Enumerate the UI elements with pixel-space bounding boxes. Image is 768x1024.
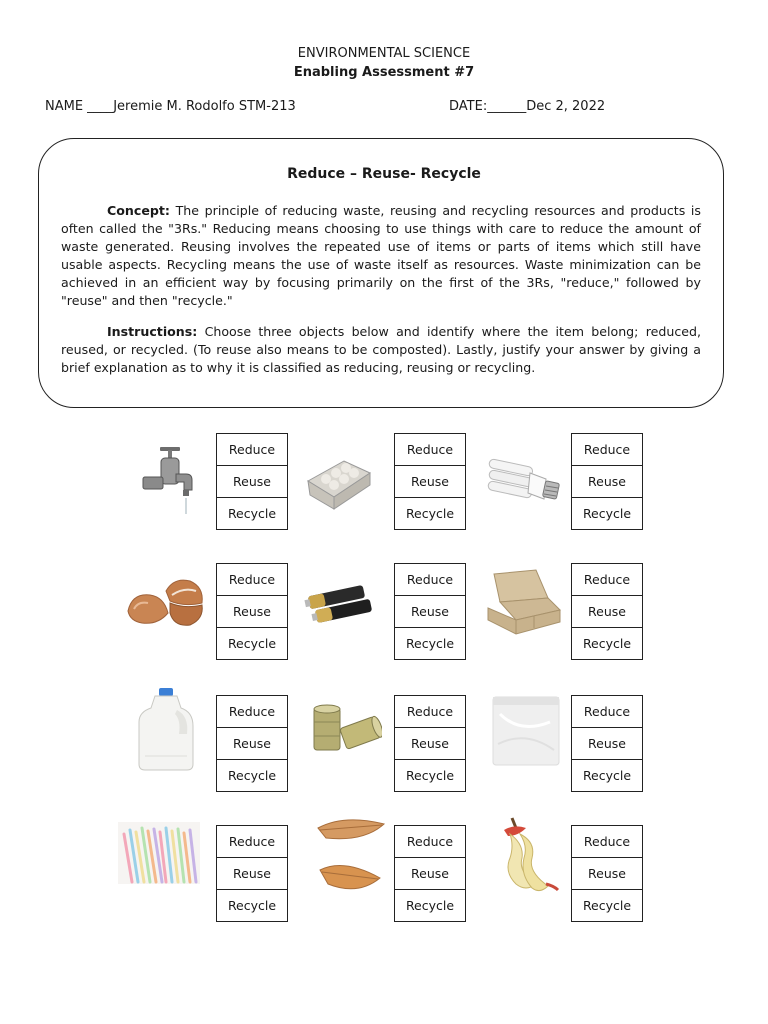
reduce-option[interactable]: Reduce <box>395 434 465 466</box>
recycle-option[interactable]: Recycle <box>405 768 455 783</box>
food-container-icon <box>486 568 564 640</box>
option-box-5 <box>394 563 466 660</box>
subject-heading: ENVIRONMENTAL SCIENCE <box>297 46 471 61</box>
recycle-option[interactable]: Recycle <box>405 506 455 521</box>
concept-paragraph <box>61 202 701 309</box>
recycle-option[interactable]: Recycle <box>227 506 277 521</box>
assessment-title: Enabling Assessment #7 <box>293 65 475 80</box>
eggshells-icon <box>124 573 208 631</box>
name-line <box>45 99 296 114</box>
reduce-option[interactable]: Reduce <box>217 564 287 596</box>
reduce-option[interactable]: Reduce <box>217 434 287 466</box>
recycle-option[interactable]: Recycle <box>582 768 632 783</box>
instructions-label: Instructions: <box>107 324 198 339</box>
reduce-option[interactable]: Reduce <box>572 826 642 858</box>
date-label: DATE: <box>449 99 488 114</box>
recycle-option[interactable]: Recycle <box>227 636 277 651</box>
reuse-option[interactable]: Reuse <box>217 728 287 760</box>
reuse-option[interactable]: Reuse <box>572 596 642 628</box>
reuse-option[interactable]: Reuse <box>217 858 287 890</box>
reuse-option[interactable]: Reuse <box>395 858 465 890</box>
recycle-option[interactable]: Recycle <box>405 636 455 651</box>
dry-leaves-icon <box>314 812 390 900</box>
apple-core-icon <box>496 814 566 894</box>
reduce-option[interactable]: Reduce <box>217 826 287 858</box>
option-box-6 <box>571 563 643 660</box>
cfl-bulb-icon <box>486 455 566 511</box>
name-value: Jeremie M. Rodolfo STM-213 <box>113 99 296 114</box>
option-box-4 <box>216 563 288 660</box>
recycle-option[interactable]: Recycle <box>582 506 632 521</box>
option-box-7 <box>216 695 288 792</box>
reduce-option[interactable]: Reduce <box>395 696 465 728</box>
reuse-option[interactable]: Reuse <box>572 466 642 498</box>
option-box-2 <box>394 433 466 530</box>
batteries-icon <box>304 582 376 626</box>
reuse-option[interactable]: Reuse <box>217 466 287 498</box>
option-box-12 <box>571 825 643 922</box>
recycle-option[interactable]: Recycle <box>582 898 632 913</box>
reuse-option[interactable]: Reuse <box>395 466 465 498</box>
concept-label: Concept: <box>107 203 170 218</box>
box-title: Reduce – Reuse- Recycle <box>287 166 481 182</box>
reuse-option[interactable]: Reuse <box>572 858 642 890</box>
instructions-paragraph <box>61 323 701 377</box>
reduce-option[interactable]: Reduce <box>572 434 642 466</box>
recycle-option[interactable]: Recycle <box>582 636 632 651</box>
reduce-option[interactable]: Reduce <box>395 826 465 858</box>
reduce-option[interactable]: Reduce <box>395 564 465 596</box>
date-line <box>449 99 605 114</box>
option-box-9 <box>571 695 643 792</box>
straws-icon <box>118 822 200 884</box>
option-box-3 <box>571 433 643 530</box>
option-box-1 <box>216 433 288 530</box>
recycle-option[interactable]: Recycle <box>227 768 277 783</box>
date-value: Dec 2, 2022 <box>526 99 606 114</box>
recycle-option[interactable]: Recycle <box>405 898 455 913</box>
recycle-option[interactable]: Recycle <box>227 898 277 913</box>
concept-text: The principle of reducing waste, reusing and recycling resources and products is often called the "3Rs." Reducing means choosing to use things with care to reduce the amount of waste generated. Reusing involves the repeated use of items or parts of items which still have usable aspects. Recycling means the use of waste itself as resources. Waste minimization can be achieved in an efficient way by focusing primarily on the first of the 3Rs, "reduce," followed by "reuse" and then "recycle." <box>61 203 701 308</box>
reuse-option[interactable]: Reuse <box>395 728 465 760</box>
egg-carton-icon <box>304 451 374 513</box>
reuse-option[interactable]: Reuse <box>217 596 287 628</box>
milk-jug-icon <box>137 686 197 772</box>
reduce-option[interactable]: Reduce <box>572 696 642 728</box>
option-box-8 <box>394 695 466 792</box>
instructions-text: Choose three objects below and identify where the item belong; reduced, reused, or recycled. (To reuse also means to be composted). Lastly, justify your answer by giving a brief explanation as to why it is classified as reducing, reusing or recycling. <box>61 324 701 375</box>
faucet-icon <box>140 444 196 520</box>
reduce-option[interactable]: Reduce <box>217 696 287 728</box>
tin-cans-icon <box>310 702 382 754</box>
option-box-10 <box>216 825 288 922</box>
option-box-11 <box>394 825 466 922</box>
reduce-option[interactable]: Reduce <box>572 564 642 596</box>
reuse-option[interactable]: Reuse <box>395 596 465 628</box>
date-blank: ______ <box>487 99 527 114</box>
reuse-option[interactable]: Reuse <box>572 728 642 760</box>
plastic-bag-icon <box>490 694 562 768</box>
name-label: NAME ____ <box>45 99 114 114</box>
